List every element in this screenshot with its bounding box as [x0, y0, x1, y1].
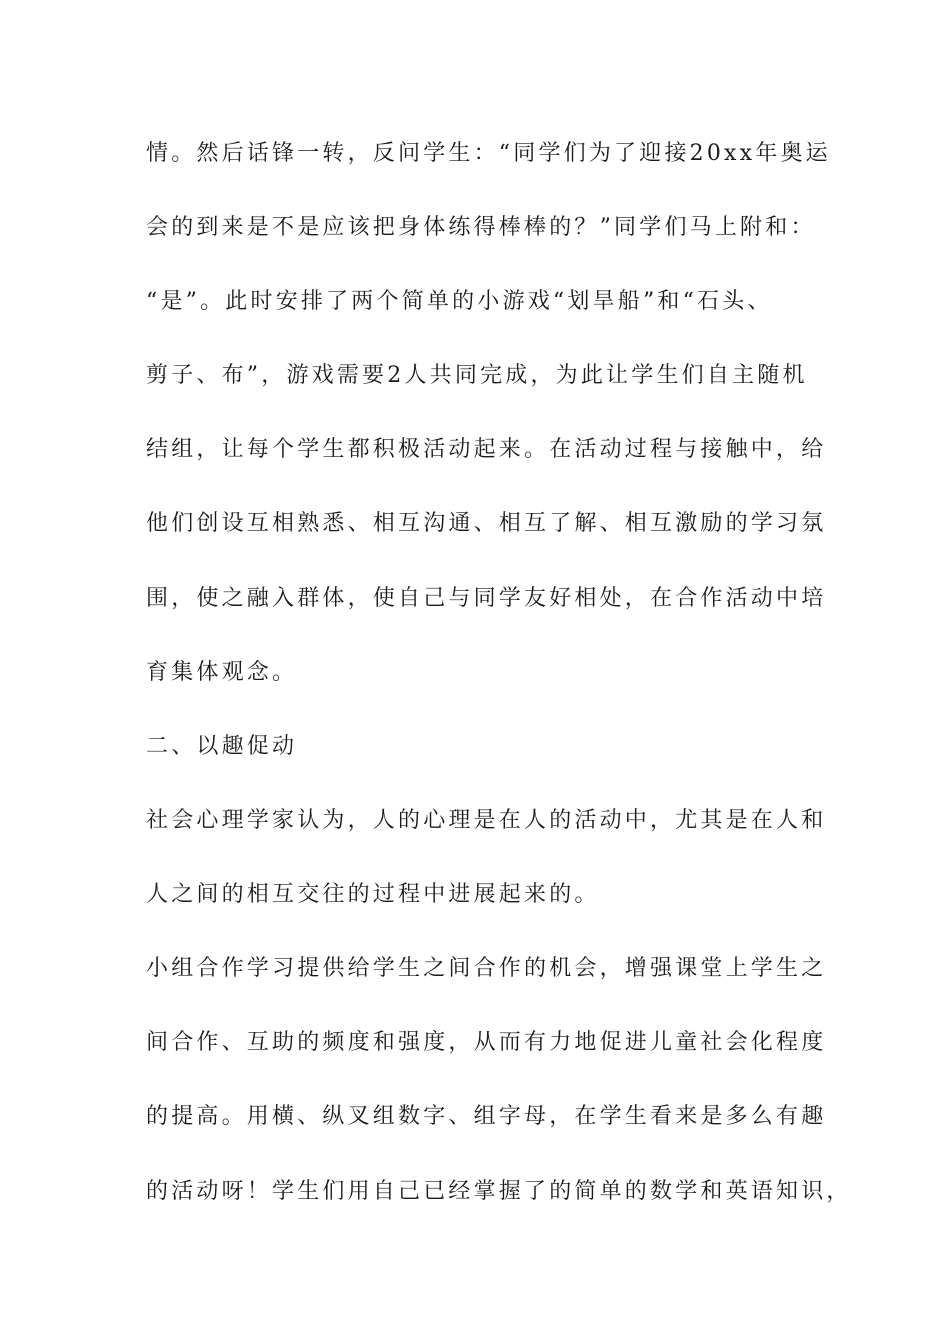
paragraph-line: 育集体观念。: [146, 660, 298, 685]
paragraph-line: 围，使之融入群体，使自己与同学友好相处，在合作活动中培: [146, 586, 827, 611]
paragraph-line: 情。然后话锋一转，反问学生：“同学们为了迎接20xx年奥运: [146, 141, 831, 166]
paragraph-line: 人之间的相互交往的过程中进展起来的。: [146, 882, 600, 907]
paragraph-line: “是”。此时安排了两个简单的小游戏“划旱船”和“石头、: [146, 289, 773, 314]
paragraph-line: 间合作、互助的频度和强度，从而有力地促进儿童社会化程度: [146, 1030, 827, 1055]
paragraph-line: 结组，让每个学生都积极活动起来。在活动过程与接触中，给: [146, 437, 827, 462]
paragraph-line: 的提高。用横、纵叉组数字、组字母，在学生看来是多么有趣: [146, 1104, 827, 1129]
paragraph-line: 会的到来是不是应该把身体练得棒棒的？”同学们马上附和：: [146, 215, 816, 240]
paragraph-line: 小组合作学习提供给学生之间合作的机会，增强课堂上学生之: [146, 956, 827, 981]
section-heading: 二、以趣促动: [146, 734, 298, 759]
paragraph-line: 的活动呀！学生们用自己已经掌握了的简单的数学和英语知识，: [146, 1179, 852, 1204]
paragraph-line: 他们创设互相熟悉、相互沟通、相互了解、相互激励的学习氛: [146, 511, 827, 536]
paragraph-line: 社会心理学家认为，人的心理是在人的活动中，尤其是在人和: [146, 808, 827, 833]
paragraph-line: 剪子、布”，游戏需要2人共同完成，为此让学生们自主随机: [146, 363, 808, 388]
